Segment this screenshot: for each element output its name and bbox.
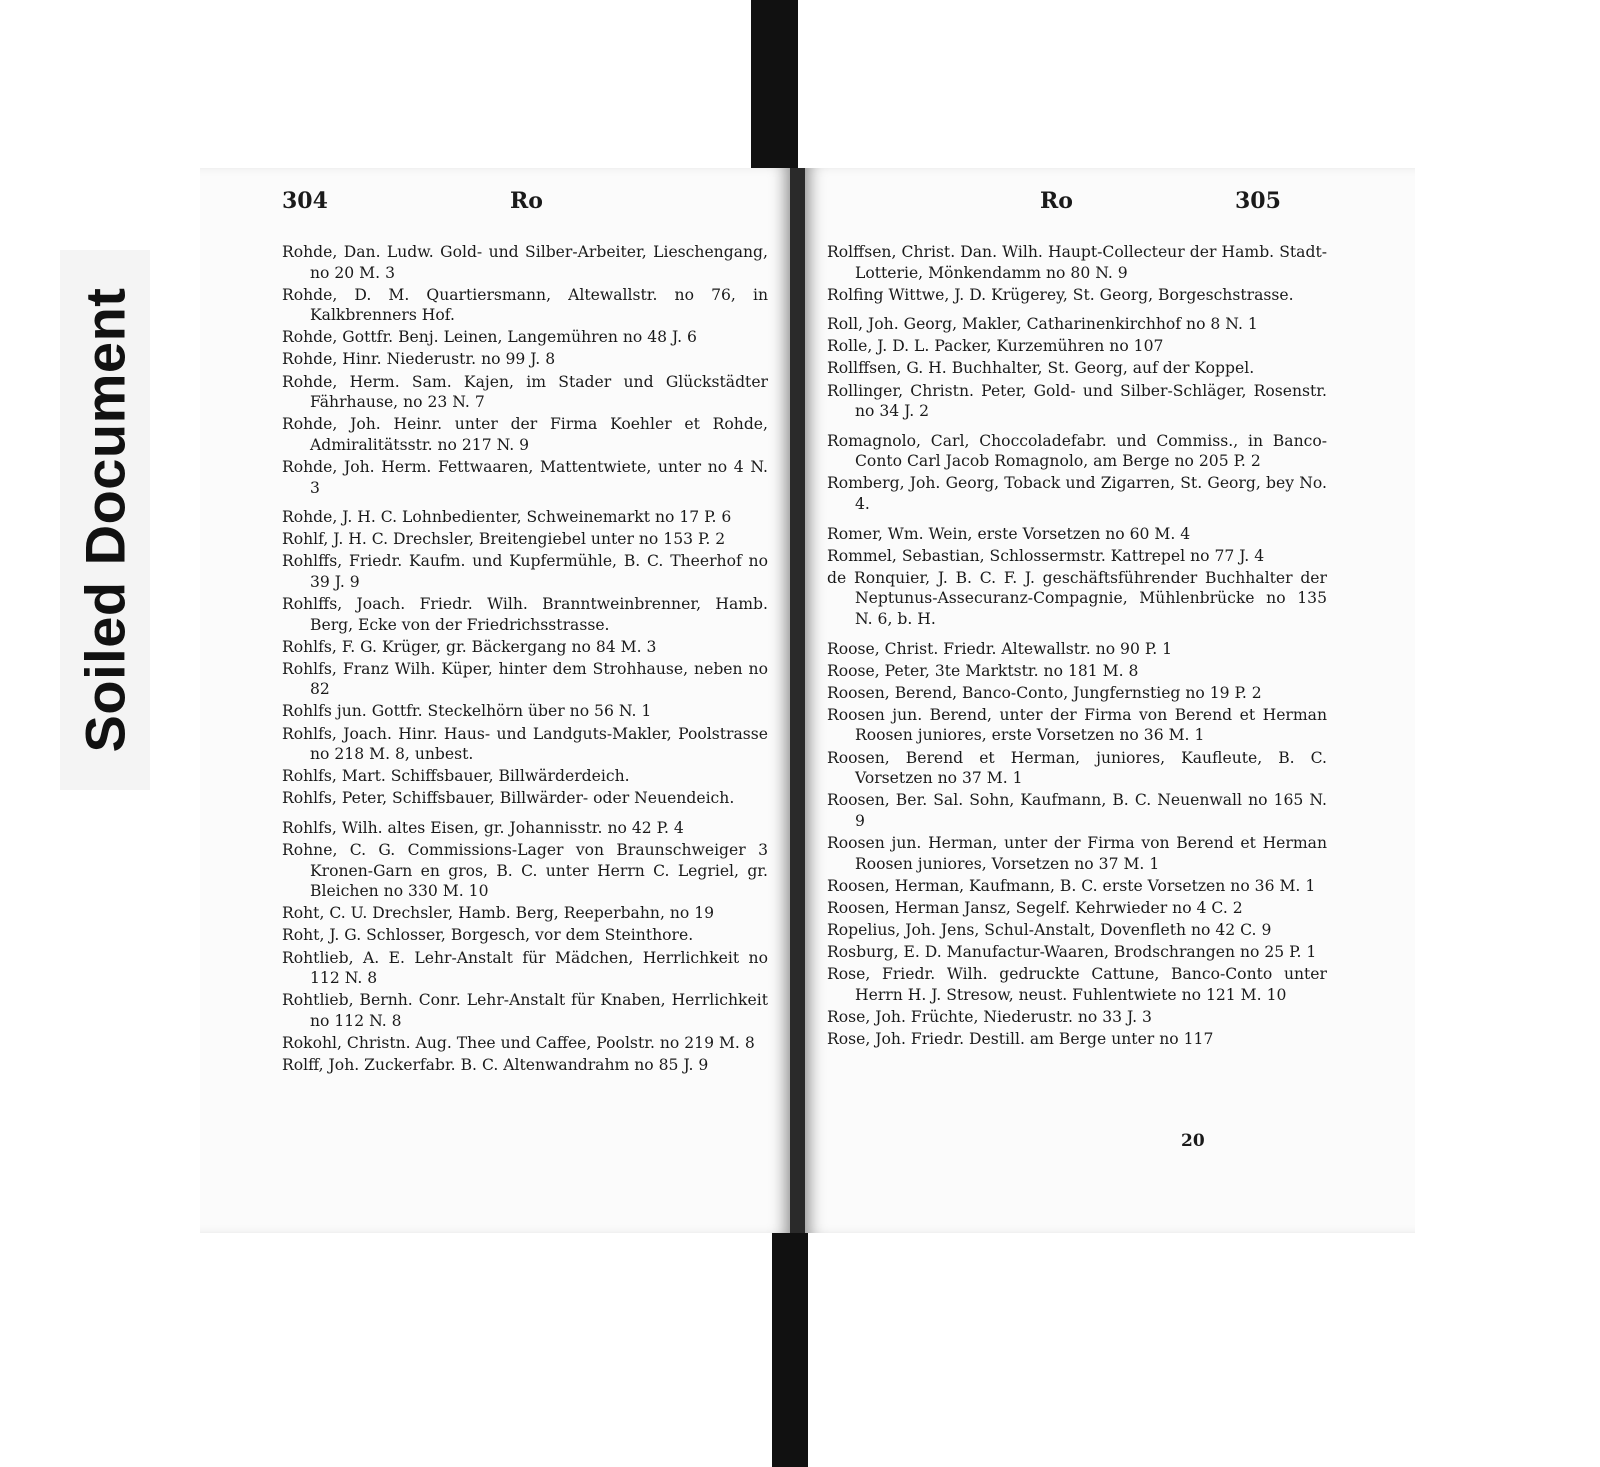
directory-entry: Rohde, D. M. Quartiersmann, Altewallstr. no 76, in Kalkbrenners Hof. <box>282 285 768 325</box>
directory-entry: Rohlffs, Friedr. Kaufm. und Kupfermühle, B. C. Theerhof no 39 J. 9 <box>282 552 768 591</box>
book-gutter <box>790 168 805 1233</box>
directory-entry: Roosen, Berend, Banco-Conto, Jungfernstieg no 19 P. 2 <box>827 683 1262 702</box>
left-page-number: 304 <box>282 188 328 214</box>
left-entry-list <box>282 242 768 1077</box>
directory-entry: Rohlfs jun. Gottfr. Steckelhörn über no 56 N. 1 <box>282 702 652 721</box>
directory-entry: Rohlfs, Peter, Schiffsbauer, Billwärder- oder Neuendeich. <box>282 789 735 808</box>
directory-entry: Rohlfs, Wilh. altes Eisen, gr. Johannisstr. no 42 P. 4 <box>282 818 684 837</box>
directory-entry: Rokohl, Christn. Aug. Thee und Caffee, Poolstr. no 219 M. 8 <box>282 1033 755 1052</box>
directory-entry: Rollinger, Christn. Peter, Gold- und Silber-Schläger, Rosenstr. no 34 J. 2 <box>827 381 1327 421</box>
directory-entry: Roose, Christ. Friedr. Altewallstr. no 90 P. 1 <box>827 639 1173 658</box>
directory-entry: Romberg, Joh. Georg, Toback und Zigarren, St. Georg, bey No. 4. <box>827 474 1327 514</box>
directory-entry: Rolff, Joh. Zuckerfabr. B. C. Altenwandrahm no 85 J. 9 <box>282 1055 709 1074</box>
directory-entry: Roose, Peter, 3te Marktstr. no 181 M. 8 <box>827 661 1139 680</box>
soiled-document-stamp: Soiled Document <box>73 287 137 753</box>
directory-entry: Roosen jun. Berend, unter der Firma von Berend et Herman Roosen juniores, erste Vorsetzen no 36 M. 1 <box>827 705 1327 745</box>
directory-entry: Rohne, C. G. Commissions-Lager von Braunschweiger 3 Kronen-Garn en gros, B. C. unter Herrn C. Legriel, gr. Bleichen no 330 M. 10 <box>282 841 768 901</box>
directory-entry: Rohlfs, Franz Wilh. Küper, hinter dem Strohhause, neben no 82 <box>282 659 768 699</box>
directory-entry: Rohtlieb, Bernh. Conr. Lehr-Anstalt für Knaben, Herrlichkeit no 112 N. 8 <box>282 991 768 1030</box>
directory-entry: Roosen, Herman, Kaufmann, B. C. erste Vorsetzen no 36 M. 1 <box>827 876 1316 895</box>
directory-entry: Rose, Joh. Friedr. Destill. am Berge unter no 117 <box>827 1029 1214 1048</box>
directory-entry: Rosburg, E. D. Manufactur-Waaren, Brodschrangen no 25 P. 1 <box>827 942 1317 961</box>
directory-entry: Roosen, Herman Jansz, Segelf. Kehrwieder no 4 C. 2 <box>827 898 1243 917</box>
directory-entry: Rose, Joh. Früchte, Niederustr. no 33 J. 3 <box>827 1007 1152 1026</box>
right-running-head: Ro <box>1040 188 1073 214</box>
directory-entry: Rohde, Joh. Heinr. unter der Firma Koehler et Rohde, Admiralitätsstr. no 217 N. 9 <box>282 415 768 454</box>
right-entry-list <box>827 242 1327 1051</box>
right-page <box>805 168 1415 1233</box>
directory-entry: Roll, Joh. Georg, Makler, Catharinenkirchhof no 8 N. 1 <box>827 315 1258 334</box>
directory-entry: Rommel, Sebastian, Schlossermstr. Kattrepel no 77 J. 4 <box>827 546 1265 565</box>
directory-entry: Rose, Friedr. Wilh. gedruckte Cattune, Banco-Conto unter Herrn H. J. Stresow, neust. Fuhlentwiete no 121 M. 10 <box>827 965 1327 1004</box>
directory-entry: de Ronquier, J. B. C. F. J. geschäftsführender Buchhalter der Neptunus-Assecuranz-Compagnie, Mühlenbrücke no 135 N. 6, b. H. <box>827 568 1327 628</box>
directory-entry: Roosen jun. Herman, unter der Firma von Berend et Herman Roosen juniores, Vorsetzen no 37 M. 1 <box>827 833 1327 873</box>
directory-entry: Rolfing Wittwe, J. D. Krügerey, St. Georg, Borgeschstrasse. <box>827 285 1294 304</box>
directory-entry: Romagnolo, Carl, Choccoladefabr. und Commiss., in Banco-Conto Carl Jacob Romagnolo, am Berge no 205 P. 2 <box>827 431 1327 471</box>
directory-entry: Rohlfs, Joach. Hinr. Haus- und Landguts-Makler, Poolstrasse no 218 M. 8, unbest. <box>282 724 768 764</box>
directory-entry: Roht, C. U. Drechsler, Hamb. Berg, Reeperbahn, no 19 <box>282 904 715 923</box>
directory-entry: Rollffsen, G. H. Buchhalter, St. Georg, auf der Koppel. <box>827 359 1255 378</box>
directory-entry: Rohde, Herm. Sam. Kajen, im Stader und Glückstädter Fährhause, no 23 N. 7 <box>282 372 768 412</box>
book-spread <box>200 168 1415 1233</box>
directory-entry: Rohde, Dan. Ludw. Gold- und Silber-Arbeiter, Lieschengang, no 20 M. 3 <box>282 243 768 282</box>
directory-entry: Roht, J. G. Schlosser, Borgesch, vor dem Steinthore. <box>282 926 694 945</box>
directory-entry: Rohlfs, Mart. Schiffsbauer, Billwärderdeich. <box>282 767 630 786</box>
directory-entry: Roosen, Berend et Herman, juniores, Kaufleute, B. C. Vorsetzen no 37 M. 1 <box>827 748 1327 788</box>
directory-entry: Rohde, Joh. Herm. Fettwaaren, Mattentwiete, unter no 4 N. 3 <box>282 457 768 497</box>
signature-mark: 20 <box>1181 1131 1205 1151</box>
right-page-number: 305 <box>1235 188 1281 214</box>
directory-entry: Rolle, J. D. L. Packer, Kurzemühren no 107 <box>827 337 1164 356</box>
directory-entry: Romer, Wm. Wein, erste Vorsetzen no 60 M. 4 <box>827 524 1191 543</box>
directory-entry: Rohde, Hinr. Niederustr. no 99 J. 8 <box>282 350 556 369</box>
directory-entry: Rohde, J. H. C. Lohnbedienter, Schweinemarkt no 17 P. 6 <box>282 508 732 527</box>
directory-entry: Roosen, Ber. Sal. Sohn, Kaufmann, B. C. Neuenwall no 165 N. 9 <box>827 791 1327 830</box>
directory-entry: Rohtlieb, A. E. Lehr-Anstalt für Mädchen, Herrlichkeit no 112 N. 8 <box>282 948 768 988</box>
directory-entry: Rolffsen, Christ. Dan. Wilh. Haupt-Collecteur der Hamb. Stadt-Lotterie, Mönkendamm no 80 N. 9 <box>827 243 1327 282</box>
directory-entry: Rohlffs, Joach. Friedr. Wilh. Branntweinbrenner, Hamb. Berg, Ecke von der Friedrichsstrasse. <box>282 595 768 634</box>
left-page <box>200 168 790 1233</box>
directory-entry: Ropelius, Joh. Jens, Schul-Anstalt, Dovenfleth no 42 C. 9 <box>827 920 1272 939</box>
binding-spine-top <box>751 0 798 185</box>
directory-entry: Rohlfs, F. G. Krüger, gr. Bäckergang no 84 M. 3 <box>282 637 657 656</box>
directory-entry: Rohde, Gottfr. Benj. Leinen, Langemühren no 48 J. 6 <box>282 328 697 347</box>
directory-entry: Rohlf, J. H. C. Drechsler, Breitengiebel unter no 153 P. 2 <box>282 530 726 549</box>
binding-spine-bottom <box>772 1225 808 1467</box>
left-running-head: Ro <box>510 188 543 214</box>
